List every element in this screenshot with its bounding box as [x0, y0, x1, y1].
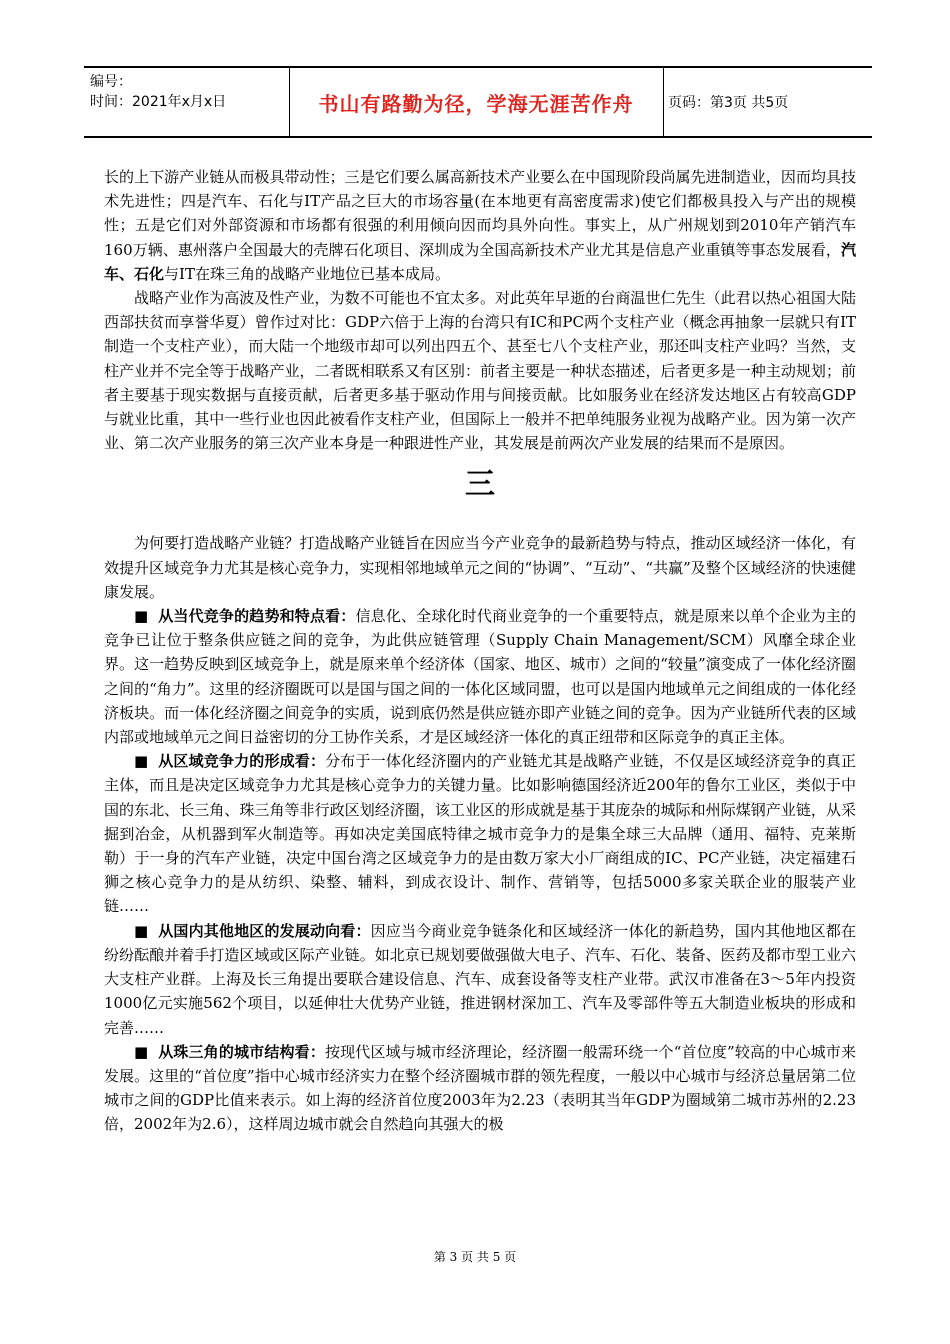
header-page-number: 页码：第3页 共5页: [668, 95, 789, 111]
bullet-square-icon: ■: [134, 607, 149, 626]
bullet-paragraph: [104, 919, 856, 1040]
bullet-text: 信息化、全球化时代商业竞争的一个重要特点，就是原来以单个企业为主的竞争已让位于整条供应链之间的竞争，为此供应链管理（Supply Chain Management/SCM）风靡全球企业界。这一趋势反映到区域竞争上，就是原来单个经济体（国家、地区、城市）之间的“较量”演变成了一体化经济圈之间的“角力”。这里的经济圈既可以是国与国之间的一体化区域同盟，也可以是国内地域单元之间组成的一体化经济板块。而一体化经济圈之间竞争的实质，说到底仍然是供应链亦即产业链之间的竞争。因为产业链所代表的区域内部或地域单元之间日益密切的分工协作关系，才是区域经济一体化的真正纽带和区际竞争的真正主体。: [104, 607, 856, 747]
bullet-square-icon: ■: [134, 921, 149, 940]
header-meta: [90, 72, 290, 132]
paragraph-text: 与IT在珠三角的战略产业地位已基本成局。: [164, 264, 450, 283]
header-motto: 书山有路勤为径，学海无涯苦作舟: [318, 91, 634, 116]
doc-code-label: 编号：: [90, 74, 132, 90]
bullet-title: 从国内其他地区的发展动向看：: [158, 921, 371, 940]
bullet-title: 从当代竞争的趋势和特点看：: [158, 607, 356, 626]
bullet-text: 分布于一体化经济圈内的产业链尤其是战略产业链，不仅是区域经济竞争的真正主体，而且是决定区域竞争力尤其是核心竞争力的关键力量。比如影响德国经济近200年的鲁尔工业区，类似于中国的东北、长三角、珠三角等非行政区划经济圈，该工业区的形成就是基于其庞杂的城际和州际煤钢产业链，从采掘到冶金，从机器到军火制造等。再如决定美国底特律之城市竞争力的是集全球三大品牌（通用、福特、克莱斯勒）于一身的汽车产业链，决定中国台湾之区域竞争力的是由数万家大小厂商组成的IC、PC产业链，决定福建石狮之核心竞争力的是从纺织、染整、辅料，到成衣设计、制作、营销等，包括5000多家关联企业的服装产业链……: [104, 752, 856, 916]
paragraph: 战略产业作为高波及性产业，为数不可能也不宜太多。对此英年早逝的台商温世仁先生（此君以热心祖国大陆西部扶贫而享誉华夏）曾作过对比：GDP六倍于上海的台湾只有IC和PC两个支柱产业（概念再抽象一层就只有IT制造一个支柱产业），而大陆一个地级市却可以列出四五个、甚至七八个支柱产业，那还叫支柱产业吗？当然，支柱产业并不完全等于战略产业，二者既相联系又有区别：前者主要是一种状态描述，后者更多是一种主动规划；前者主要基于现实数据与直接贡献，后者更多基于驱动作用与间接贡献。比如服务业在经济发达地区占有较高GDP与就业比重，其中一些行业也因此被看作支柱产业，但国际上一般并不把单纯服务业视为战略产业。因为第一次产业、第二次产业服务的第三次产业本身是一种跟进性产业，其发展是前两次产业发展的结果而不是原因。: [104, 289, 856, 453]
bullet-paragraph: [104, 1040, 856, 1137]
page-header: [84, 66, 872, 138]
paragraph: [104, 165, 856, 286]
document-body: [104, 165, 856, 1137]
bullet-title: 从珠三角的城市结构看：: [158, 1042, 325, 1061]
bullet-square-icon: ■: [134, 1042, 149, 1061]
paragraph-text: 长的上下游产业链从而极具带动性；三是它们要么属高新技术产业要么在中国现阶段尚属先进制造业，因而均具技术先进性；四是汽车、石化与IT产品之巨大的市场容量(在本地更有高密度需求)使它们都极具投入与产出的规模性；五是它们对外部资源和市场都有很强的利用倾向因而均具外向性。事实上，从广州规划到2010年产销汽车160万辆、惠州落户全国最大的壳牌石化项目、深圳成为全国高新技术产业尤其是信息产业重镇等事态发展看，: [104, 168, 856, 259]
emphasis-text: 汽车、石化: [104, 240, 856, 283]
doc-time-label: 时间：2021年x月x日: [90, 94, 227, 110]
page-footer: 第 3 页 共 5 页: [433, 1250, 517, 1264]
bullet-text: 按现代区域与城市经济理论，经济圈一般需环绕一个“首位度”较高的中心城市来发展。这里的“首位度”指中心城市经济实力在整个经济圈城市群的领先程度，一般以中心城市与经济总量居第二位城市之间的GDP比值来表示。如上海的经济首位度2003年为2.23（表明其当年GDP为圈域第二城市苏州的2.23倍，2002年为2.6），这样周边城市就会自然趋向其强大的极: [104, 1042, 856, 1134]
bullet-title: 从区域竞争力的形成看：: [158, 752, 326, 771]
bullet-paragraph: [104, 749, 856, 918]
paragraph: 为何要打造战略产业链？打造战略产业链旨在因应当今产业竞争的最新趋势与特点，推动区域经济一体化，有效提升区域竞争力尤其是核心竞争力，实现相邻地域单元之间的“协调”、“互动”、“共赢”及整个区域经济的快速健康发展。: [104, 534, 856, 601]
section-heading: 三: [465, 467, 495, 503]
bullet-text: 因应当今商业竞争链条化和区域经济一体化的新趋势，国内其他地区都在纷纷酝酿并着手打造区域或区际产业链。如北京已规划要做强做大电子、汽车、石化、装备、医药及都市型工业六大支柱产业群。上海及长三角提出要联合建设信息、汽车、成套设备等支柱产业带。武汉市准备在3～5年内投资1000亿元实施562个项目，以延伸壮大优势产业链，推进钢材深加工、汽车及零部件等五大制造业板块的形成和完善……: [104, 921, 856, 1037]
bullet-square-icon: ■: [134, 752, 149, 771]
bullet-paragraph: [104, 604, 856, 749]
